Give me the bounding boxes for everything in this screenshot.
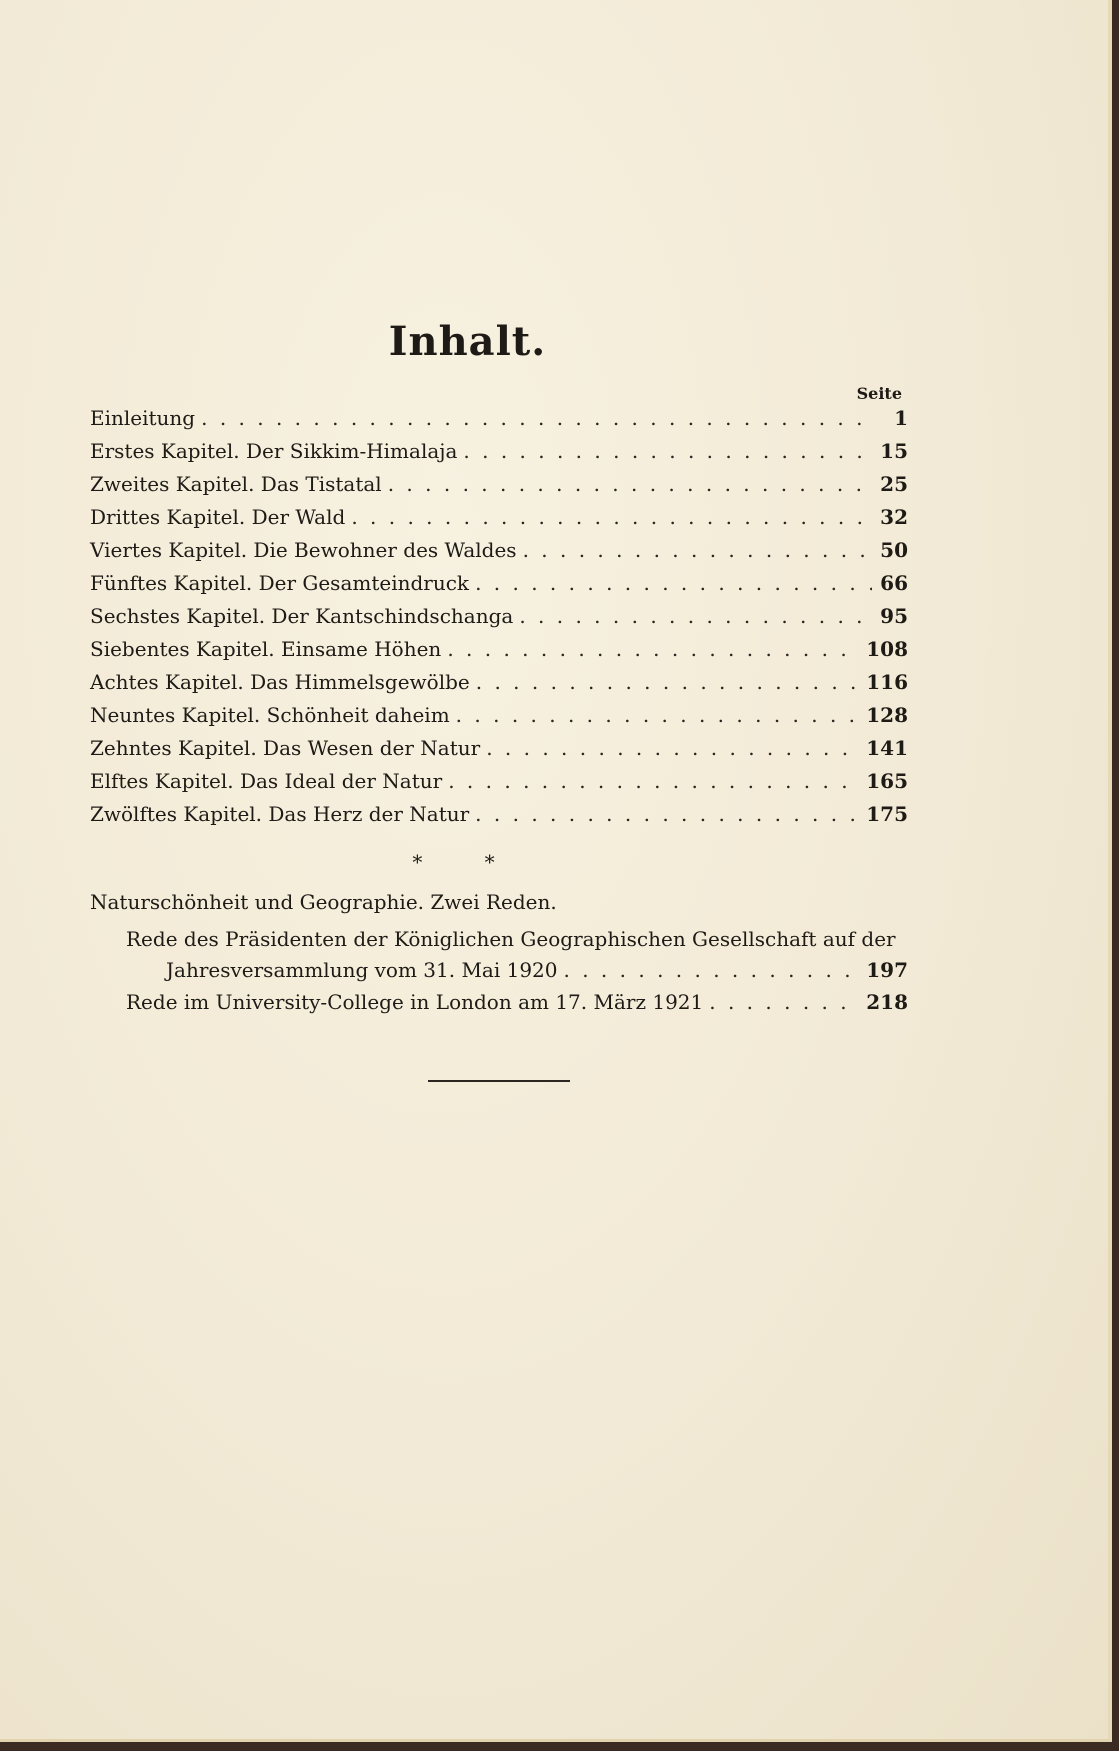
toc-entry[interactable] <box>90 439 908 472</box>
toc-entry-page: 32 <box>880 505 908 529</box>
toc-entry-label: Drittes Kapitel. Der Wald <box>90 505 346 529</box>
dot-leader <box>201 406 872 430</box>
dot-leader <box>351 505 872 529</box>
toc-entry-label: Fünftes Kapitel. Der Gesamteindruck <box>90 571 470 595</box>
toc-entry-page: 1 <box>894 406 908 430</box>
toc-entry-page: 197 <box>866 958 908 982</box>
speeches-heading: Naturschönheit und Geographie. Zwei Reden. <box>90 890 557 914</box>
toc-entry-label: Viertes Kapitel. Die Bewohner des Waldes <box>90 538 517 562</box>
toc-entry-page: 66 <box>880 571 908 595</box>
toc-entry[interactable] <box>90 505 908 538</box>
toc-entry-page: 15 <box>880 439 908 463</box>
closing-rule <box>428 1080 570 1082</box>
dot-leader <box>475 571 872 595</box>
dot-leader <box>523 538 872 562</box>
toc-entry-page: 128 <box>866 703 908 727</box>
toc-entry-label: Siebentes Kapitel. Einsame Höhen <box>90 637 442 661</box>
toc-entry[interactable] <box>90 670 908 703</box>
toc-entry-label: Sechstes Kapitel. Der Kantschindschanga <box>90 604 514 628</box>
toc-entry[interactable] <box>90 802 908 835</box>
dot-leader <box>476 670 861 694</box>
dot-leader <box>519 604 872 628</box>
toc-entry-page: 108 <box>866 637 908 661</box>
toc-entry-label: Rede des Präsidenten der Königlichen Geographischen Gesellschaft auf der <box>126 927 896 951</box>
dot-leader <box>447 637 860 661</box>
toc-entry[interactable] <box>90 472 908 505</box>
dot-leader <box>463 439 872 463</box>
toc-entry[interactable] <box>90 769 908 802</box>
toc-entry[interactable] <box>90 924 908 987</box>
toc-entry[interactable] <box>90 538 908 571</box>
toc-entry-page: 50 <box>880 538 908 562</box>
toc-entry-label: Einleitung <box>90 406 196 430</box>
toc-entry-page: 175 <box>866 802 908 826</box>
toc-entry[interactable] <box>90 637 908 670</box>
dot-leader <box>448 769 860 793</box>
toc-entry-label: Rede im University-College in London am 17. März 1921 <box>126 990 704 1014</box>
dot-leader <box>475 802 860 826</box>
toc-entry[interactable] <box>90 571 908 604</box>
dot-leader <box>456 703 861 727</box>
toc-entry-page: 141 <box>866 736 908 760</box>
toc-entry-page: 165 <box>866 769 908 793</box>
toc-entry-label: Neuntes Kapitel. Schönheit daheim <box>90 703 450 727</box>
toc-entry[interactable] <box>90 703 908 736</box>
page-title: Inhalt. <box>388 318 547 365</box>
section-separator: * * <box>412 850 523 874</box>
page-column-label: Seite <box>856 384 902 403</box>
toc-entry-page: 95 <box>880 604 908 628</box>
toc-entry-label: Erstes Kapitel. Der Sikkim-Himalaja <box>90 439 458 463</box>
toc-entry[interactable] <box>90 987 908 1019</box>
speeches-section <box>90 890 908 1019</box>
table-of-contents <box>90 406 908 835</box>
toc-entry-page: 25 <box>880 472 908 496</box>
dot-leader <box>709 987 860 1018</box>
toc-entry-page: 218 <box>866 990 908 1014</box>
toc-entry-label: Zwölftes Kapitel. Das Herz der Natur <box>90 802 470 826</box>
toc-entry-page: 116 <box>866 670 908 694</box>
toc-entry[interactable] <box>90 406 908 439</box>
toc-entry-label: Zehntes Kapitel. Das Wesen der Natur <box>90 736 481 760</box>
dot-leader <box>388 472 872 496</box>
dot-leader <box>564 955 861 986</box>
toc-entry-label-continued: Jahresversammlung vom 31. Mai 1920 <box>166 958 558 982</box>
toc-entry-label: Achtes Kapitel. Das Himmelsgewölbe <box>90 670 470 694</box>
toc-entry[interactable] <box>90 736 908 769</box>
dot-leader <box>486 736 860 760</box>
toc-entry[interactable] <box>90 604 908 637</box>
toc-entry-label: Zweites Kapitel. Das Tistatal <box>90 472 382 496</box>
toc-entry-label: Elftes Kapitel. Das Ideal der Natur <box>90 769 443 793</box>
